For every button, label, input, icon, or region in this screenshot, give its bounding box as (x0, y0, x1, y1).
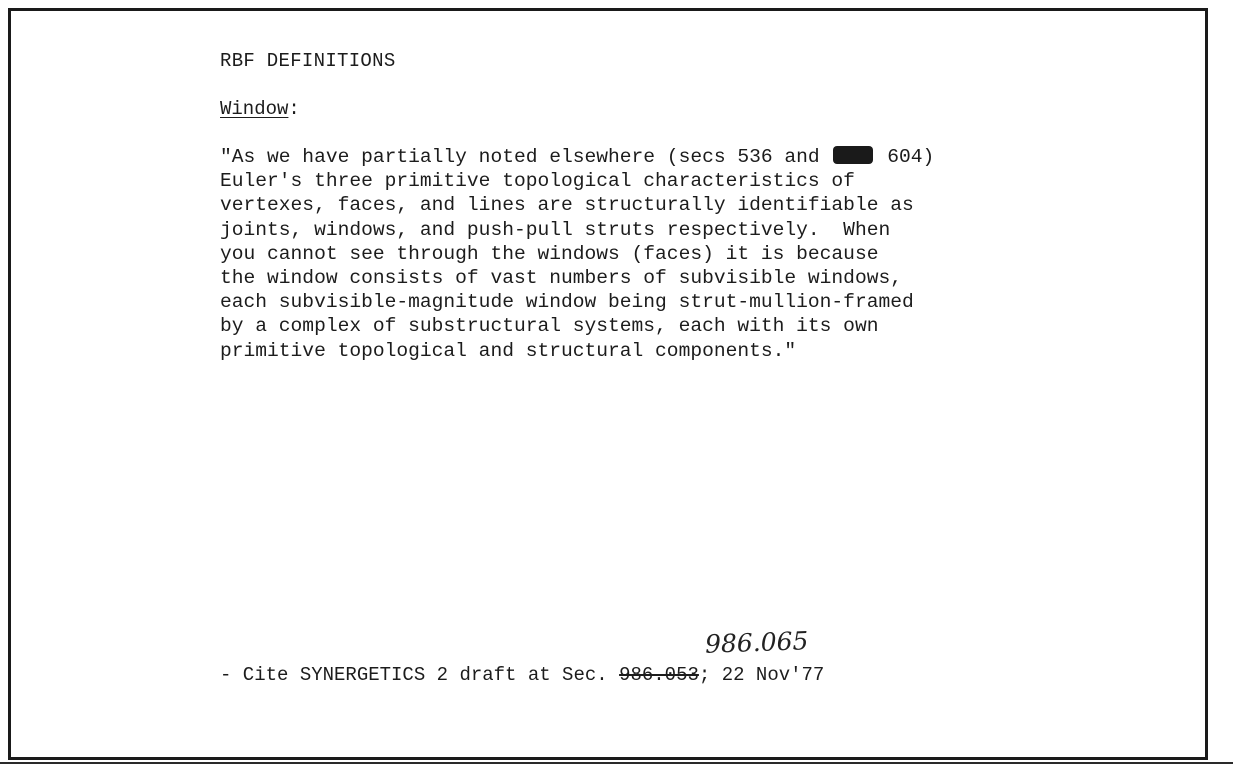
struck-section-number: 986.053 (619, 664, 699, 686)
quote-line-1-start: "As we have partially noted elsewhere (secs 536 and (220, 146, 820, 168)
redaction-mark (833, 146, 873, 164)
definition-quote (220, 145, 934, 363)
quote-line-8: by a complex of substructural systems, each with its own (220, 315, 879, 338)
page-title: RBF DEFINITIONS (220, 50, 396, 72)
handwritten-section-correction: 986.065 (704, 626, 809, 659)
quote-line-1-end: 604) (887, 146, 935, 168)
citation-prefix: - Cite SYNERGETICS 2 draft at Sec. (220, 664, 620, 686)
term-word: Window (220, 98, 289, 120)
quote-line-3: vertexes, faces, and lines are structurally identifiable as (220, 194, 914, 217)
quote-line-5: you cannot see through the windows (faces) it is because (220, 242, 879, 265)
term-label (220, 98, 300, 120)
citation-line (220, 664, 824, 686)
quote-line-9: primitive topological and structural components." (220, 339, 797, 362)
term-colon: : (288, 98, 300, 120)
citation-date: ; 22 Nov'77 (698, 664, 825, 686)
quote-line-4: joints, windows, and push-pull struts respectively. When (220, 218, 891, 241)
quote-line-7: each subvisible-magnitude window being strut-mullion-framed (220, 291, 914, 314)
quote-line-6: the window consists of vast numbers of subvisible windows, (220, 267, 902, 290)
quote-line-2: Euler's three primitive topological characteristics of (220, 170, 855, 193)
document-card (8, 8, 1208, 760)
